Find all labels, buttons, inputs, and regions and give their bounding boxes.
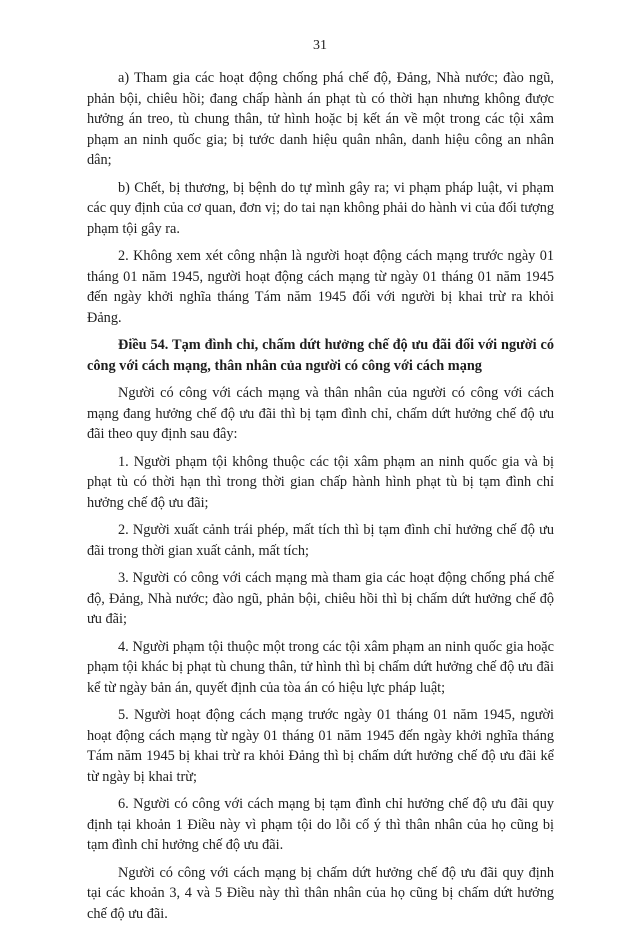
article-54-intro: Người có công với cách mạng và thân nhân của người có công với cách mạng đang hưởng chế độ ưu đãi thì bị tạm đình chỉ, chấm dứt hưởng chế độ ưu đãi theo quy định sau đây: <box>87 385 554 442</box>
paragraph-item-a: a) Tham gia các hoạt động chống phá chế độ, Đảng, Nhà nước; đào ngũ, phản bội, chiêu hồi; đang chấp hành án phạt tù có thời hạn nhưng không được hưởng án treo, tù chung thân, tử hình hoặc bị kết án về một trong các tội xâm phạm an ninh quốc gia; bị tước danh hiệu quân nhân, danh hiệu công an nhân dân; <box>87 70 554 168</box>
article-54-clause-3: 3. Người có công với cách mạng mà tham gia các hoạt động chống phá chế độ, Đảng, Nhà nước; đào ngũ, phản bội, chiêu hồi thì bị chấm dứt hưởng chế độ ưu đãi; <box>87 570 554 627</box>
article-54-clause-4: 4. Người phạm tội thuộc một trong các tội xâm phạm an ninh quốc gia hoặc phạm tội khác bị phạt tù chung thân, tử hình thì bị chấm dứt hưởng chế độ ưu đãi kể từ ngày bản án, quyết định của tòa án có hiệu lực pháp luật; <box>87 638 554 696</box>
article-54-clause-2: 2. Người xuất cảnh trái phép, mất tích thì bị tạm đình chỉ hưởng chế độ ưu đãi trong thời gian xuất cảnh, mất tích; <box>87 522 554 559</box>
document-body <box>87 68 554 931</box>
page-number: 31 <box>313 38 327 53</box>
paragraph-clause-2: 2. Không xem xét công nhận là người hoạt động cách mạng trước ngày 01 tháng 01 năm 1945, người hoạt động cách mạng từ ngày 01 tháng 01 năm 1945 đến ngày khởi nghĩa tháng Tám năm 1945 đối với người bị khai trừ ra khỏi Đảng. <box>87 248 554 326</box>
article-54-clause-6: 6. Người có công với cách mạng bị tạm đình chỉ hưởng chế độ ưu đãi quy định tại khoản 1 Điều này vì phạm tội do lỗi cố ý thì thân nhân của họ cũng bị tạm đình chỉ hưởng chế độ ưu đãi. <box>87 796 554 853</box>
article-54-closing: Người có công với cách mạng bị chấm dứt hưởng chế độ ưu đãi quy định tại các khoản 3, 4 và 5 Điều này thì thân nhân của họ cũng bị chấm dứt hưởng chế độ ưu đãi. <box>87 864 554 922</box>
paragraph-item-b: b) Chết, bị thương, bị bệnh do tự mình gây ra; vi phạm pháp luật, vi phạm các quy định của cơ quan, đơn vị; do tai nạn không phải do hành vi của đối tượng phạm tội gây ra. <box>87 179 554 237</box>
article-54-clause-1: 1. Người phạm tội không thuộc các tội xâm phạm an ninh quốc gia và bị phạt tù có thời hạn thì trong thời gian chấp hành hình phạt tù bị tạm đình chỉ hưởng chế độ ưu đãi; <box>87 453 554 511</box>
article-54-clause-5: 5. Người hoạt động cách mạng trước ngày 01 tháng 01 năm 1945, người hoạt động cách mạng từ ngày 01 tháng 01 năm 1945 đến ngày khởi nghĩa tháng Tám năm 1945 bị khai trừ ra khỏi Đảng thì bị chấm dứt hưởng chế độ ưu đãi kể từ ngày bị khai trừ; <box>87 707 554 785</box>
article-54-heading: Điều 54. Tạm đình chỉ, chấm dứt hưởng chế độ ưu đãi đối với người có công với cách mạng, thân nhân của người có công với cách mạng <box>87 337 554 374</box>
